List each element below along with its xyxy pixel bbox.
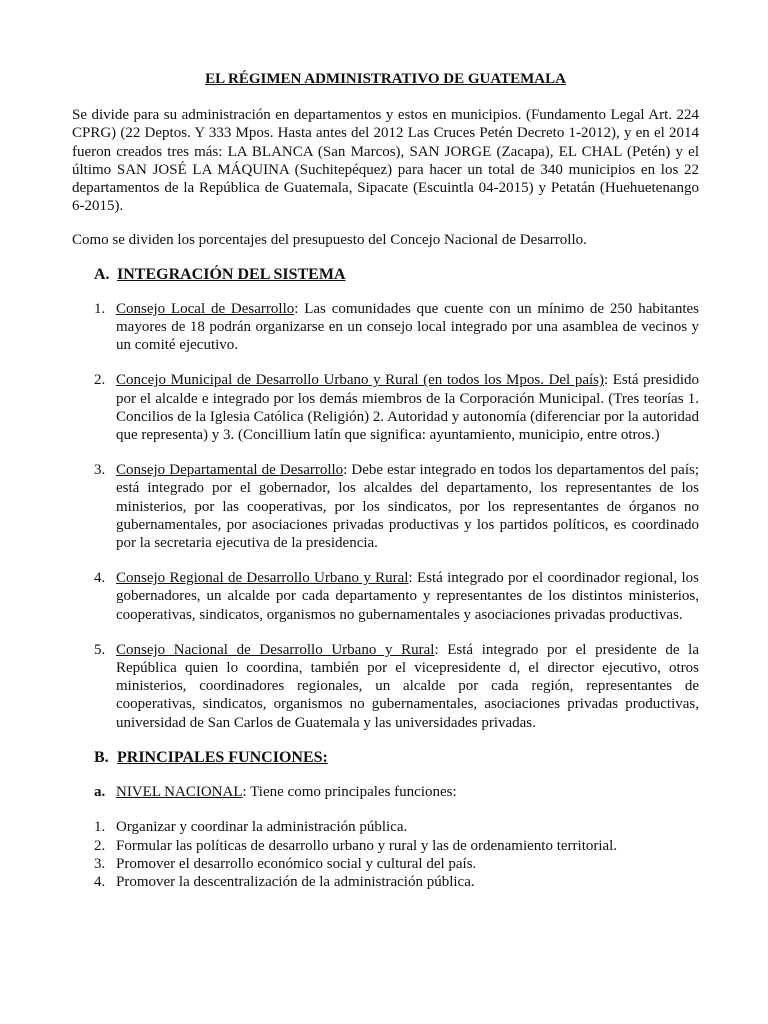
section-b-heading: [72, 749, 699, 767]
council-item: [72, 641, 699, 732]
council-item-text: : Está integrado por el coordinador regional, los gobernadores, un alcalde por cada departamento y representantes de los distintos ministerios, cooperativas, sindicatos, organismos no gubernamentales y asociaciones privadas productivas.: [116, 570, 699, 623]
function-item-number: 2.: [94, 837, 106, 854]
function-item-number: 4.: [94, 873, 106, 890]
council-item-label: Consejo Nacional de Desarrollo Urbano y Rural: [116, 641, 435, 658]
function-item-text: Promover el desarrollo económico social y cultural del país.: [116, 855, 477, 872]
function-item: [72, 837, 699, 855]
council-item-text: : Está presidido por el alcalde e integrado por los demás miembros de la Corporación Municipal. (Tres teorías 1. Concilios de la Iglesia Católica (Religión) 2. Autoridad y autonomía (diferenciar por la autoridad que representa) y 3. (Concillium latín que significa: ayuntamiento, municipio, entre otros.): [116, 372, 699, 444]
subsection-letter: a.: [94, 784, 106, 801]
council-item: [72, 461, 699, 552]
section-a-title: INTEGRACIÓN DEL SISTEMA: [117, 265, 346, 283]
subsection-a-heading: [72, 783, 699, 801]
budget-paragraph: Como se dividen los porcentajes del presupuesto del Concejo Nacional de Desarrollo.: [72, 232, 587, 249]
council-item: [72, 300, 699, 355]
council-item-label: Concejo Municipal de Desarrollo Urbano y Rural (en todos los Mpos. Del país): [116, 372, 604, 389]
council-item-body: [116, 371, 699, 444]
section-a-heading: [72, 266, 699, 284]
council-item-body: [116, 569, 699, 624]
subsection-label: NIVEL NACIONAL: [116, 784, 243, 801]
function-item-text: Promover la descentralización de la administración pública.: [116, 873, 475, 890]
intro-paragraph: Se divide para su administración en departamentos y estos en municipios. (Fundamento Legal Art. 224 CPRG) (22 Deptos. Y 333 Mpos. Hasta antes del 2012 Las Cruces Petén Decreto 1-2012), y en el 2014 fueron creados tres más: LA BLANCA (San Marcos), SAN JORGE (Zacapa), EL CHAL (Petén) y el último SAN JOSÉ LA MÁQUINA (Suchitepéquez) para hacer un total de 340 municipios en los 22 departamentos de la República de Guatemala, Sipacate (Escuintla 04-2015) y Petatán (Huehuetenango 6-2015).: [72, 107, 699, 215]
council-item-number: 2.: [94, 372, 106, 389]
council-item-label: Consejo Local de Desarrollo: [116, 300, 295, 317]
document-page: [72, 70, 699, 891]
council-item-body: [116, 461, 699, 552]
council-item-body: [116, 641, 699, 732]
section-a-letter: A.: [94, 265, 110, 283]
section-b-letter: B.: [94, 748, 109, 766]
council-item-text: : Las comunidades que cuente con un mínimo de 250 habitantes mayores de 18 podrán organizarse en un consejo local integrado por una asamblea de vecinos y un comité ejecutivo.: [116, 300, 700, 354]
council-item-label: Consejo Regional de Desarrollo Urbano y Rural: [116, 570, 409, 587]
function-item-text: Formular las políticas de desarrollo urbano y rural y las de ordenamiento territorial.: [116, 837, 618, 854]
council-item-text: : Debe estar integrado en todos los departamentos del país; está integrado por el gobernador, los alcaldes del departamento, los representantes de los ministerios, por las cooperativas, por los sindicatos, por los representantes de órganos no gubernamentales, por asociaciones privadas productivas y los partidos políticos, es coordinado por la secretaria ejecutiva de la presidencia.: [116, 462, 699, 552]
functions-list: [72, 818, 699, 891]
council-item-number: 5.: [94, 641, 106, 658]
council-item-number: 4.: [94, 570, 106, 587]
council-item: [72, 371, 699, 444]
subsection-body: [116, 783, 457, 801]
function-item: [72, 873, 699, 891]
council-item-label: Consejo Departamental de Desarrollo: [116, 462, 344, 479]
section-b-title: PRINCIPALES FUNCIONES:: [117, 748, 328, 766]
function-item-text: Organizar y coordinar la administración pública.: [116, 819, 408, 836]
subsection-text: : Tiene como principales funciones:: [242, 784, 457, 801]
function-item-number: 1.: [94, 819, 106, 836]
council-item-text: : Está integrado por el presidente de la República quien lo coordina, también por el vicepresidente d, el director ejecutivo, otros ministerios, coordinadores regionales, un alcalde por cada región, representantes de cooperativas, sindicatos, organismos no gubernamentales, asociaciones privadas productivas, universidad de San Carlos de Guatemala y las universidades privadas.: [116, 641, 699, 731]
council-item-number: 3.: [94, 462, 106, 479]
council-item-body: [116, 300, 699, 355]
function-item: [72, 855, 699, 873]
document-title: EL RÉGIMEN ADMINISTRATIVO DE GUATEMALA: [205, 71, 566, 87]
council-item-number: 1.: [94, 300, 106, 317]
function-item-number: 3.: [94, 855, 106, 872]
function-item: [72, 818, 699, 836]
council-list: [72, 300, 699, 732]
council-item: [72, 569, 699, 624]
